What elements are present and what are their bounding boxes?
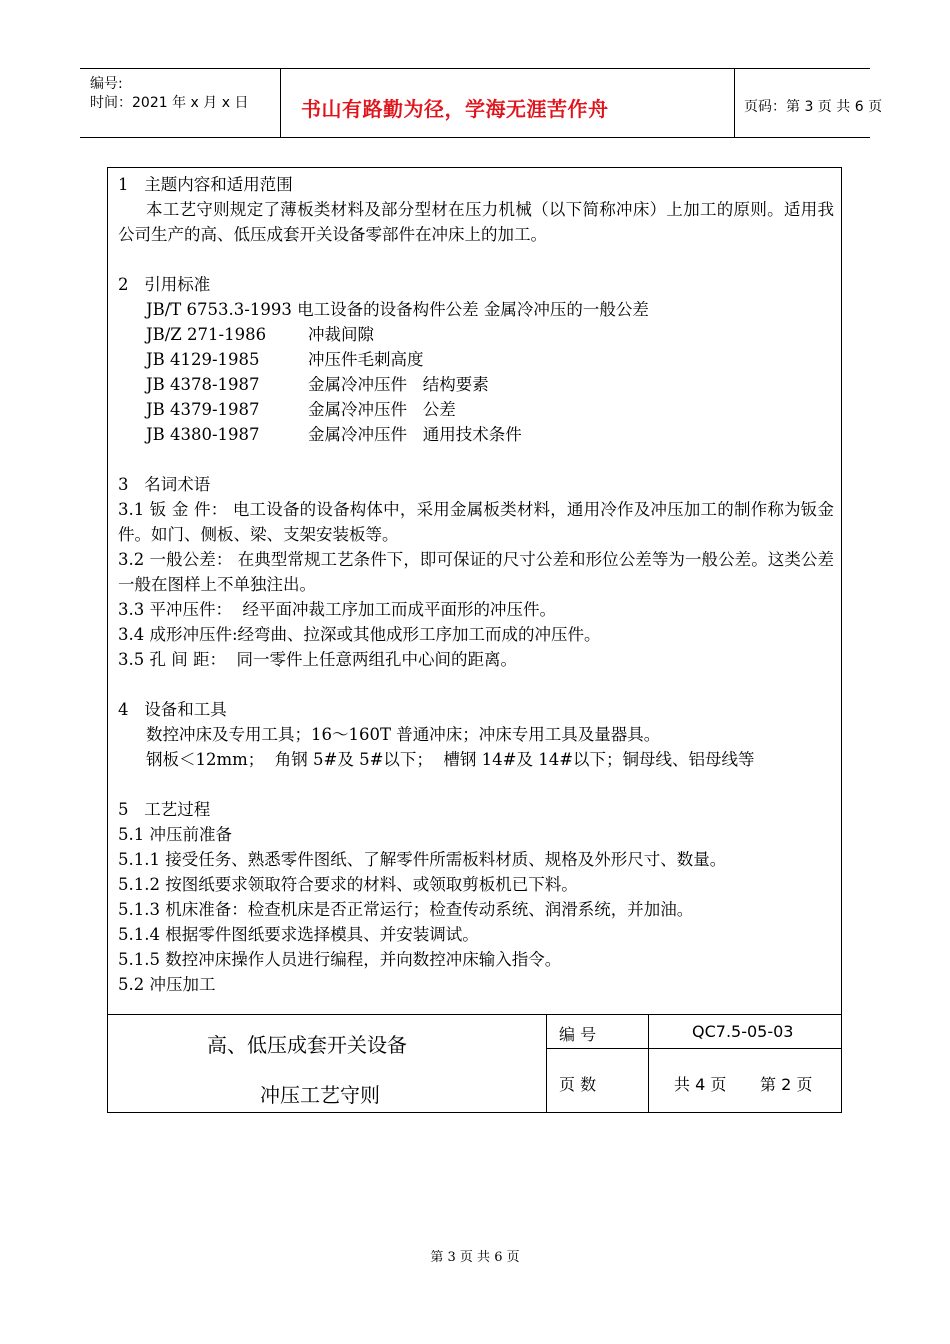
reference-code: JB 4379-1987 [146, 400, 260, 419]
step-line: 5.1.4 根据零件图纸要求选择模具、并安装调试。 [118, 925, 479, 944]
step-line: 5.1.1 接受任务、熟悉零件图纸、了解零件所需板料材质、规格及外形尺寸、数量。 [118, 850, 727, 869]
materials-line: 钢板＜12mm； 角钢 5#及 5#以下； 槽钢 14#及 14#以下；铜母线、铝母线等 [146, 750, 755, 769]
reference-title: 金属冷冲压件 公差 [308, 400, 456, 419]
number-label-cell: 编 号 [559, 1025, 597, 1044]
term-definition: 3.3 平冲压件： 经平面冲裁工序加工而成平面形的冲压件。 [118, 600, 556, 619]
step-line: 5.1 冲压前准备 [118, 825, 232, 844]
step-line: 5.1.5 数控冲床操作人员进行编程，并向数控冲床输入指令。 [118, 950, 562, 969]
procedure-content [118, 172, 834, 997]
table-divider [546, 1015, 547, 1113]
reference-code: JB 4378-1987 [146, 375, 260, 394]
reference-title: 冲裁间隙 [308, 325, 374, 344]
page-footer: 第 3 页 共 6 页 [430, 1250, 520, 1265]
equipment-line: 数控冲床及专用工具；16～160T 普通冲床；冲床专用工具及量器具。 [146, 725, 661, 744]
step-line: 5.1.2 按图纸要求领取符合要求的材料、或领取剪板机已下料。 [118, 875, 578, 894]
reference-title: 冲压件毛刺高度 [308, 350, 424, 369]
term-definition: 3.5 孔 间 距： 同一零件上任意两组孔中心间的距离。 [118, 650, 517, 669]
number-value-cell: QC7.5-05-03 [692, 1022, 794, 1041]
reference-row [118, 397, 834, 422]
section-5-heading: 5 工艺过程 [118, 800, 211, 819]
reference-row [118, 347, 834, 372]
section-1-body: 本工艺守则规定了薄板类材料及部分型材在压力机械（以下简称冲床）上加工的原则。适用我公司生产的高、低压成套开关设备零部件在冲床上的加工。 [118, 200, 834, 244]
reference-line: JB/T 6753.3-1993 电工设备的设备构件公差 金属冷冲压的一般公差 [146, 300, 649, 319]
total-pages-cell: 共 4 页 [674, 1075, 727, 1094]
reference-row [118, 422, 834, 447]
table-divider [546, 1048, 841, 1049]
table-divider [648, 1015, 649, 1113]
step-line: 5.2 冲压加工 [118, 975, 216, 994]
header-page-cell [734, 69, 883, 137]
spacer [118, 447, 834, 472]
pages-label-cell: 页 数 [559, 1075, 597, 1094]
motto: 书山有路勤为径，学海无涯苦作舟 [301, 97, 609, 121]
reference-row [118, 322, 834, 347]
reference-code: JB 4380-1987 [146, 425, 260, 444]
header-motto-cell [280, 69, 735, 137]
reference-title: 金属冷冲压件 结构要素 [308, 375, 489, 394]
spacer [118, 247, 834, 272]
document-title-line-2: 冲压工艺守则 [260, 1083, 380, 1107]
document-title-line-1: 高、低压成套开关设备 [207, 1033, 407, 1057]
step-line: 5.1.3 机床准备：检查机床是否正常运行；检查传动系统、润滑系统，并加油。 [118, 900, 694, 919]
reference-code: JB 4129-1985 [146, 350, 260, 369]
section-4-heading: 4 设备和工具 [118, 700, 227, 719]
term-definition: 3.2 一般公差： 在典型常规工艺条件下，即可保证的尺寸公差和形位公差等为一般公差。这类公差一般在图样上不单独注出。 [118, 550, 834, 594]
spacer [118, 672, 834, 697]
document-title-table [108, 1014, 841, 1113]
header-meta [80, 69, 280, 137]
procedure-box [107, 167, 842, 1113]
number-label: 编号: [90, 76, 123, 92]
section-2-heading: 2 引用标准 [118, 275, 211, 294]
term-definition: 3.1 钣 金 件： 电工设备的设备构体中，采用金属板类材料，通用冷作及冲压加工的制作称为钣金件。如门、侧板、梁、支架安装板等。 [118, 500, 834, 544]
reference-title: 金属冷冲压件 通用技术条件 [308, 425, 522, 444]
section-1-heading: 1 主题内容和适用范围 [118, 175, 293, 194]
document-header [80, 68, 883, 138]
spacer [118, 772, 834, 797]
page-info: 页码：第 3 页 共 6 页 [744, 99, 883, 115]
reference-row [118, 372, 834, 397]
current-page-cell: 第 2 页 [760, 1075, 813, 1094]
time-label: 时间：2021 年 x 月 x 日 [90, 95, 249, 111]
term-definition: 3.4 成形冲压件:经弯曲、拉深或其他成形工序加工而成的冲压件。 [118, 625, 601, 644]
section-3-heading: 3 名词术语 [118, 475, 211, 494]
reference-code: JB/Z 271-1986 [146, 325, 267, 344]
